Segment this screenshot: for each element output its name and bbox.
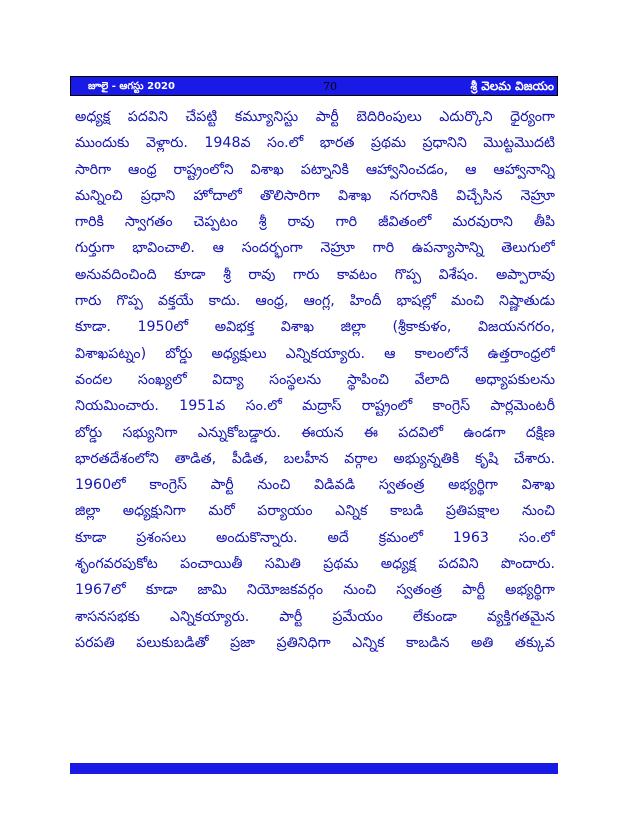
article-line: మన్నించి ప్రధాని హోదాలో తొలిసారిగా విశాఖ నగరానికి విచ్చేసిన నెహ్రూ (75, 187, 555, 204)
article-body (75, 104, 555, 656)
article-line: శృంగవరపుకోట పంచాయితీ సమితి ప్రథమ అధ్యక్ష పదవిని పొందారు. (75, 556, 555, 573)
article-line: గుర్తుగా భావించాలి. ఆ సందర్భంగా నెహ్రూ గారి ఉపన్యాసాన్ని తెలుగులో (75, 240, 555, 257)
article-line: కూడా ప్రశంసలు అందుకొన్నారు. అదే క్రమంలో 1963 సం.లో (75, 529, 555, 546)
page-number: 70 (323, 80, 337, 93)
article-line: ముందుకు వెళ్లారు. 1948వ సం.లో భారత ప్రథమ ప్రధానిని మొట్టమొదటి (75, 135, 555, 152)
article-line: అధ్యక్ష పదవిని చేపట్టి కమ్యూనిస్టు పార్టీ బెదిరింపులు ఎదుర్కొని ధైర్యంగా (75, 109, 555, 125)
article-line: 1967లో కూడా జామి నియోజకవర్గం నుంచి స్వతంత్ర పార్టీ అభ్యర్థిగా (75, 582, 555, 599)
article-line: బోర్డు సభ్యునిగా ఎన్నుకోబడ్డారు. ఈయన ఈ పదవిలో ఉండగా దక్షిణ (75, 424, 555, 441)
article-line: వందల సంఖ్యలో విద్యా సంస్థలను స్థాపించి వేలాది అధ్యాపకులను (75, 371, 555, 388)
article-line: సారిగా ఆంధ్ర రాష్ట్రంలోని విశాఖ పట్నానికి ఆహ్వానించడం, ఆ ఆహ్వానాన్ని (75, 161, 555, 178)
article-line: 1960లో కాంగ్రెస్ పార్టీ నుంచి విడివడి స్వతంత్ర అభ్యర్థిగా విశాఖ (75, 477, 555, 494)
article-line: శాసనసభకు ఎన్నికయ్యారు. పార్టీ ప్రమేయం లేకుండా వ్యక్తిగతమైన (75, 608, 555, 625)
article-line: నియమించారు. 1951వ సం.లో మద్రాస్ రాష్ట్రంలో కాంగ్రెస్ పార్లమెంటరీ (75, 398, 555, 415)
article-line: అనువదించింది కూడా శ్రీ రావు గారు కావటం గొప్ప విశేషం. అప్పారావు (75, 266, 555, 283)
article-line: విశాఖపట్నం) బోర్డు అధ్యక్షులు ఎన్నికయ్యారు. ఆ కాలంలోనే ఉత్తరాంధ్రలో (75, 345, 555, 362)
article-line: జిల్లా అధ్యక్షునిగా మరో పర్యాయం ఎన్నిక కాబడి ప్రతిపక్షాల నుంచి (75, 503, 555, 520)
article-line: పరపతి పలుకుబడితో ప్రజా ప్రతినిధిగా ఎన్నిక కాబడిన అతి తక్కువ (75, 634, 555, 651)
issue-date: జూలై - ఆగస్టు 2020 (88, 81, 175, 92)
magazine-title: శ్రీ వెలమ విజయం (470, 79, 554, 93)
footer-bar (70, 763, 558, 774)
article-line: భారతదేశంలోని తాడిత, పీడిత, బలహీన వర్గాల అభ్యున్నతికి కృషి చేశారు. (75, 450, 555, 467)
article-line: గారు గొప్ప వక్తయే కాదు. ఆంధ్ర, ఆంగ్ల, హిందీ భాషల్లో మంచి నిష్ణాతుడు (75, 293, 555, 310)
article-line: కూడా. 1950లో అవిభక్త విశాఖ జిల్లా (శ్రీకాకుళం, విజయనగరం, (75, 319, 555, 336)
article-line: గారికి స్వాగతం చెప్పటం శ్రీ రావు గారి జీవితంలో మరవురాని తీపి (75, 214, 555, 231)
